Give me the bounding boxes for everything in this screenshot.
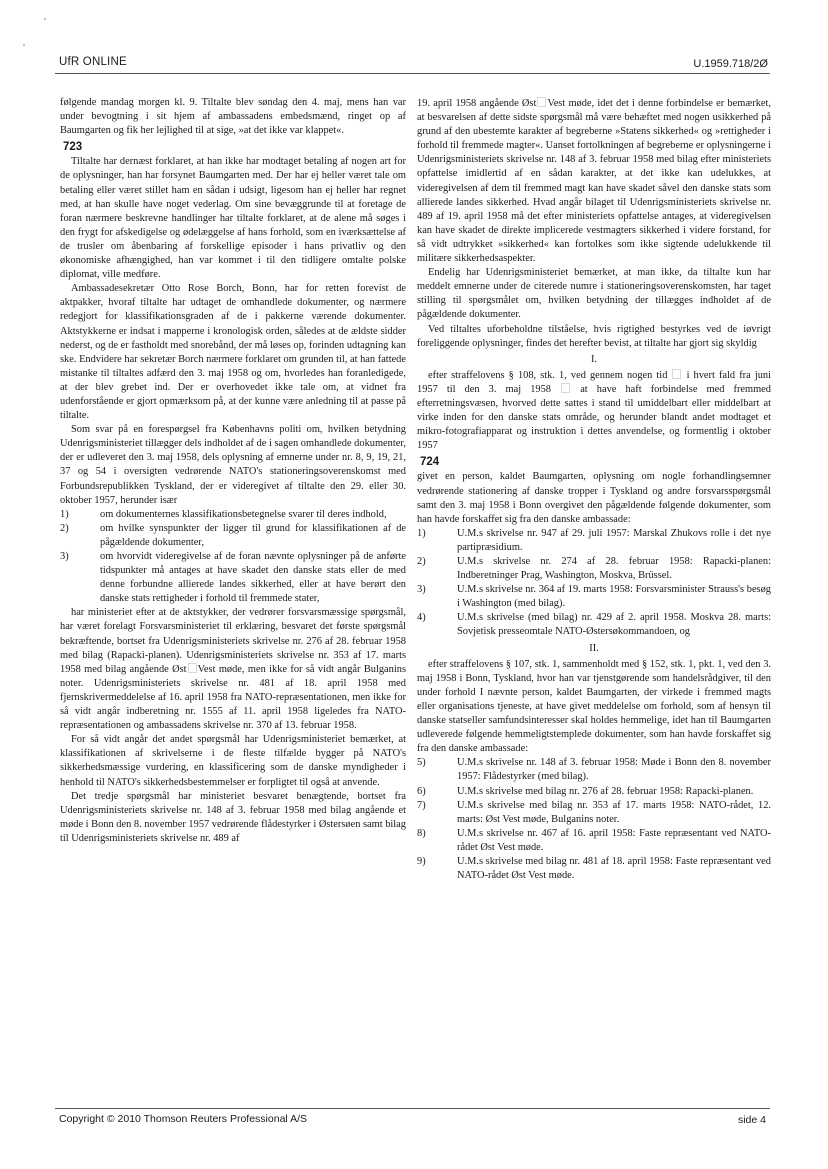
list-item [417, 583, 771, 611]
item-text: U.M.s skrivelse med bilag nr. 353 af 17. marts 1958: NATO-rådet, 12. marts: Øst Vest møde, Bulganins noter. [457, 799, 771, 825]
list-item [60, 508, 406, 522]
item-text: U.M.s skrivelse med bilag nr. 481 af 18. april 1958: Faste repræsentant ved NATO-rådet Øst Vest møde. [457, 855, 771, 882]
item-text: U.M.s skrivelse med bilag nr. 276 af 28. februar 1958: Rapacki-planen. [457, 785, 754, 797]
missing-glyph-box [672, 369, 681, 379]
item-text: om hvorvidt videregivelse af de foran nævnte oplysninger på de anførte tidspunkter må antages at have skadet den danske stats eller de med denne forbundne allierede landes sikkerhed, eller at have berørt den danske stats rettigheder i forhold til fremmede stater, [100, 551, 406, 605]
list-item [417, 555, 771, 583]
list-item [417, 785, 771, 799]
paragraph-text: i hvert fald fra juni 1957 til den 3. maj 1958 [417, 369, 771, 395]
source-header: UfR ONLINE [59, 56, 127, 68]
document-list [417, 527, 771, 640]
scan-speck [23, 44, 25, 46]
paragraph-text: har ministeriet efter at de aktstykker, der vedrører forsvarsmæssige spørgsmål, har været forelagt Forsvarsministeriet til erklæring, besvaret det første spørgsmål bekræftende, bortset fra Udenrigsministeriets skrivelse nr. 276 af 28. februar 1958 med bilag (Rapacki-planen). Udenrigsministeriets skrivelse nr. 353 af 17. marts 1958 med bilag angående Øst [60, 607, 406, 675]
roman-numeral-heading: II. [589, 642, 599, 654]
list-item [417, 611, 771, 639]
list-item [60, 522, 406, 550]
paragraph: Tiltalte har dernæst forklaret, at han ikke har modtaget betaling af nogen art for de oplysninger, han har forsynet Baumgarten med. Der har ej heller været tale om betaling eller været stillet ham en sådan i udsigt, ligesom han ej heller har regnet med, at han skulle have noget vederlag. Om sine bevæggrunde til at foretage de foran nærmere beskrevne handlinger har tiltalte forklaret, at de alene må søges i den frygt for afskedigelse og ødelæggelse af hans forhold, som en iværksættelse af de trusler om åbenbaring af forskellige episoder i hans privatliv og den økonomiske afhængighed, han var kommet i til den tidligere omtalte polske diplomat, ville medføre. [60, 156, 406, 281]
paragraph: For så vidt angår det andet spørgsmål har Udenrigsministeriet bemærket, at klassifikationen af skrivelserne i de fleste tilfælde bygger på NATO's sikkerhedsmæssige vurdering, en klassificering som de danske myndigheder i henhold til NATO's sikkerhedsbestemmelser er forpligtet til også at anvende. [60, 734, 406, 788]
footer-rule [55, 1108, 770, 1109]
item-number: 6) [417, 785, 426, 797]
roman-numeral-heading: I. [590, 353, 598, 365]
item-text: U.M.s skrivelse nr. 947 af 29. juli 1957: Marskal Zhukovs rolle i det nye partipræsidium. [457, 527, 771, 553]
page-number: side 4 [737, 1114, 766, 1126]
document-list [417, 756, 771, 883]
left-column [60, 96, 406, 846]
citation-header: U.1959.718/2Ø [693, 58, 768, 70]
section-number-723: 723 [63, 141, 83, 154]
item-text: om hvilke synspunkter der ligger til grund for klassifikationen af de pågældende dokumenter, [100, 522, 406, 548]
list-item [417, 527, 771, 555]
item-number: 8) [417, 827, 426, 839]
right-column [417, 97, 771, 883]
paragraph: Ved tiltaltes uforbeholdne tilståelse, hvis rigtighed bestyrkes ved de iøvrigt foreliggende oplysninger, findes det herefter bevist, at tiltalte har gjort sig skyldig [417, 323, 771, 349]
item-number: 2) [417, 556, 426, 567]
list-item [417, 827, 771, 855]
paragraph-text: at have haft forbindelse med fremmed efterretningsvæsen, hvorved dette sattes i stand til umiddelbart eller middelbart at virke inden for den danske stats område, og herunder blandt andet modtaget et mikro-fotografiapparat og instruktion i dettes anvendelse, og formentlig i oktober 1957 [417, 383, 771, 452]
paragraph-text: efter straffelovens § 108, stk. 1, ved gennem nogen tid [428, 369, 668, 381]
missing-glyph-box [537, 97, 546, 107]
paragraph: Som svar på en forespørgsel fra Københavns politi om, hvilken betydning Udenrigsministeriet tillægger dels indholdet af de i sagen omhandlede dokumenter, der er udleveret den 3. maj 1958, dels oplysning af emnerne under nr. 8, 9, 19, 21, 37 og 54 i oversigten vedrørende NATO's stationeringsoverenskomst med Forbundsrepublikken Tyskland, der er videregivet af tiltalte den 29. eller 30. oktober 1957, herunder især [60, 424, 406, 506]
copyright-footer: Copyright © 2010 Thomson Reuters Professional A/S [59, 1113, 308, 1125]
item-text: U.M.s skrivelse nr. 364 af 19. marts 1958: Forsvarsminister Strauss's besøg i Washington (med bilag). [457, 584, 771, 610]
paragraph: efter straffelovens § 107, stk. 1, sammenholdt med § 152, stk. 1, pkt. 1, ved den 3. maj 1958 i Bonn, Tyskland, hvor han var tjenstgørende som handelsrådgiver, til den under forhold I nævnte person, kaldet Baumgarten, der virkede i fremmed magts eller organisations tjeneste, at have givet meddelelse om forhold, som af hensyn til danske statseller samfundsinteresser skal holdes hemmelige, idet han til Baumgarten udleverede følgende hemmeligtstemplede dokumenter, som han havde forskaffet sig fra den danske ambassade: [417, 658, 771, 755]
item-number: 1) [417, 527, 426, 539]
list-item [417, 799, 771, 827]
item-number: 9) [417, 855, 426, 867]
paragraph-text: Vest møde, idet det i denne forbindelse er bemærket, at besvarelsen af dette sidste spørgsmål må være behæftet med nogen usikkerhed på grund af den ubestemte karakter af begreberne »Statens sikkerhed« og »rettigheder i forhold til fremmede magter«. Uanset fortolkningen af begreberne er oplysningerne i Udenrigsministeriets skrivelse nr. 148 af 3. februar 1958 med bilag efter ministeriets opfattelse imidlertid af en sådan karakter, at det ikke kan udelukkes, at videregivelsen af dem til fremmed magt kan have skadet såvel den danske stats som allierede landes sikkerhed. Hvad angår bilaget til Udenrigsministeriets skrivelse nr. 489 af 19. april 1958 må det efter ministeriets opfattelse antages, at videregivelsen kan have skadet de direkte implicerede vestmagters sikkerhed i videre forstand, for så vidt udtrykket »sikkerhed« kan fortolkes som ikke sigtende udelukkende til militære sikkerhedsaspekter. [417, 98, 771, 265]
item-number: 5) [417, 757, 426, 769]
list-item [60, 550, 406, 606]
item-number: 7) [417, 799, 426, 811]
missing-glyph-box [188, 663, 197, 673]
header-rule [55, 73, 770, 74]
item-number: 1) [60, 508, 69, 520]
paragraph [417, 369, 771, 454]
paragraph: Det tredje spørgsmål har ministeriet besvaret benægtende, bortset fra Udenrigsministeriets skrivelse nr. 148 af 3. februar 1958 med bilag angående et møde i Bonn den 8. november 1957 vedrørende flådestyrker i Østersøen samt bilag til Udenrigsministeriets skrivelse nr. 489 af [60, 790, 406, 844]
paragraph-text: 19. april 1958 angående Øst [417, 98, 537, 109]
item-number: 3) [417, 584, 426, 596]
list-item [417, 855, 771, 883]
item-text: U.M.s skrivelse (med bilag) nr. 429 af 2. april 1958. Moskva 28. marts: Sovjetisk presseomtale NATO-Østersøkommandoen, og [457, 612, 771, 638]
item-text: om dokumenternes klassifikationsbetegnelse svarer til deres indhold, [100, 508, 387, 520]
paragraph: Endelig har Udenrigsministeriet bemærket, at man ikke, da tiltalte kun har meddelt emnerne under de citerede numre i stationeringsoverenskomsten, har taget stilling til spørgsmålet om, hvilken betydning der tillægges indholdet af de pågældende dokumenter. [417, 267, 771, 321]
paragraph [417, 97, 771, 266]
paragraph [60, 606, 406, 733]
question-list [60, 508, 406, 607]
paragraph: Ambassadesekretær Otto Rose Borch, Bonn, har for retten forevist de aktpakker, hvoraf tiltalte har udtaget de omhandlede dokumenter, og nærmere redegjort for klassifikationsgraden af de i pakkerne værende dokumenter. Aktstykkerne er indsat i mapperne i kronologisk orden, således at de ældste sidder nederst, og de er fastholdt med snorebånd, der må løses op, forinden udtagning kan ske. Endvidere har sekretær Borch nærmere forklaret om grunden til, at han fattede mistanke til tiltaltes adfærd den 3. maj 1958 og om, hvorledes han foranledigede, at der blev grebet ind. Der er overhovedet ikke tale om, at vidnet fra udenforstående er gjort opmærksom på, at der kunne være anledning til at passe på tiltalte. [60, 283, 406, 422]
paragraph-text: Vest møde, men ikke for så vidt angår Bulganins noter. Udenrigsministeriets skrivelse nr. 481 af 18. april 1958 med fjernskrivermeddelelse af 16. april 1958 fra NATO-repræsentationen, men ikke for så vidt angår indberetning nr. 1555 af 11. april 1958 ligeledes fra NATO-repræsentationen og ambassadens skrivelse nr. 370 af 13. februar 1958. [60, 663, 406, 732]
item-text: U.M.s skrivelse nr. 467 af 16. april 1958: Faste repræsentant ved NATO-rådet Øst Vest møde. [457, 827, 771, 853]
section-number-724: 724 [420, 456, 440, 469]
list-item [417, 756, 771, 784]
item-text: U.M.s skrivelse nr. 148 af 3. februar 1958: Møde i Bonn den 8. november 1957: Flådestyrker (med bilag). [457, 757, 771, 783]
item-number: 3) [60, 551, 69, 562]
missing-glyph-box [561, 383, 570, 393]
paragraph: givet en person, kaldet Baumgarten, oplysning om nogle forhandlingsemner vedrørende stationering af danske tropper i Tyskland og andre forsvarsspørgsmål samt den 3. maj 1958 i Bonn overgivet den pågældende følgende dokumenter, som han havde forskaffet sig fra den danske ambassade: [417, 471, 771, 525]
item-number: 4) [417, 612, 426, 624]
paragraph: følgende mandag morgen kl. 9. Tiltalte blev søndag den 4. maj, mens han var under bevogtning i sit hjem af ambassadens embedsmænd, ringet op af Baumgarten og fik her lejlighed til at sige, »at det ikke var klappet«. [60, 97, 406, 137]
item-text: U.M.s skrivelse nr. 274 af 28. februar 1958: Rapacki-planen: Indberetninger Prag, Washington, Moskva, Brüssel. [457, 556, 771, 582]
scan-speck [44, 18, 46, 20]
item-number: 2) [60, 522, 69, 534]
